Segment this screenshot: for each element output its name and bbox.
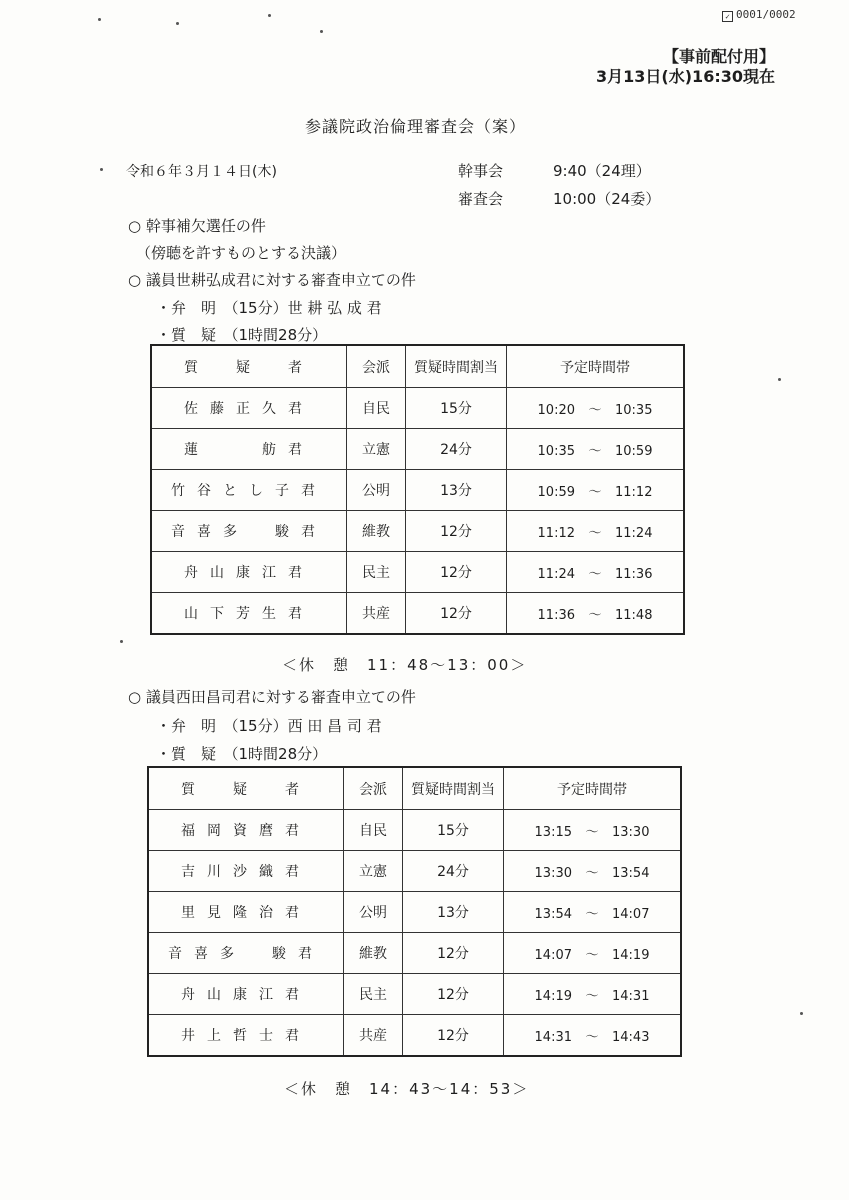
case1-questioning: ・質 疑 （1時間28分） xyxy=(156,326,328,344)
meeting-committee xyxy=(458,188,660,209)
slot-end: 13:30 xyxy=(612,824,650,840)
slot-tilde: ～ xyxy=(588,525,602,541)
slot-end: 11:12 xyxy=(615,484,653,500)
slot-end: 14:31 xyxy=(612,988,650,1004)
time-slot xyxy=(504,810,682,851)
table-row xyxy=(148,974,681,1015)
slot-tilde: ～ xyxy=(588,566,602,582)
slot-tilde: ～ xyxy=(585,824,599,840)
time-slot xyxy=(507,470,685,511)
questioner-name: 里見隆治君 xyxy=(148,892,344,933)
scan-speck xyxy=(268,14,271,17)
time-slot xyxy=(504,851,682,892)
questioner-name: 福岡資麿君 xyxy=(148,810,344,851)
slot-tilde: ～ xyxy=(588,402,602,418)
scan-speck xyxy=(120,640,123,643)
scan-speck xyxy=(176,22,179,25)
party-name: 立憲 xyxy=(344,851,403,892)
questioner-name: 竹谷とし子君 xyxy=(151,470,347,511)
meeting-date: 令和６年３月１４日(木) xyxy=(126,164,277,180)
table-header-row xyxy=(148,767,681,810)
meeting-time: 10:00（24委） xyxy=(553,190,661,208)
header-allocation: 質疑時間割当 xyxy=(406,345,507,388)
meeting-directors xyxy=(458,160,651,181)
as-of-timestamp: 3月13日(水)16:30現在 xyxy=(596,67,775,86)
case1-heading: ○ 議員世耕弘成君に対する審査申立ての件 xyxy=(128,271,416,289)
table-row xyxy=(151,511,684,552)
slot-end: 11:48 xyxy=(615,607,653,623)
header-allocation: 質疑時間割当 xyxy=(403,767,504,810)
table-row xyxy=(151,552,684,593)
header-questioner: 質 疑 者 xyxy=(148,767,344,810)
slot-tilde: ～ xyxy=(585,906,599,922)
party-name: 公明 xyxy=(347,470,406,511)
party-name: 立憲 xyxy=(347,429,406,470)
slot-start: 13:54 xyxy=(534,906,572,922)
table-row xyxy=(151,593,684,635)
party-name: 民主 xyxy=(344,974,403,1015)
party-name: 民主 xyxy=(347,552,406,593)
header-slot: 予定時間帯 xyxy=(507,345,685,388)
slot-tilde: ～ xyxy=(585,988,599,1004)
slot-start: 13:30 xyxy=(534,865,572,881)
document-number-text: 0001/0002 xyxy=(736,8,796,21)
case2-explanation: ・弁 明 （15分）西 田 昌 司 君 xyxy=(156,717,382,735)
slot-start: 10:59 xyxy=(537,484,575,500)
schedule-table-2 xyxy=(147,766,682,1057)
case2-questioning: ・質 疑 （1時間28分） xyxy=(156,745,328,763)
table-row xyxy=(148,892,681,933)
questioner-name: 舟山康江君 xyxy=(148,974,344,1015)
questioner-name: 吉川沙織君 xyxy=(148,851,344,892)
schedule-table-1 xyxy=(150,344,685,635)
slot-end: 11:24 xyxy=(615,525,653,541)
scan-speck xyxy=(800,1012,803,1015)
questioner-name: 佐藤正久君 xyxy=(151,388,347,429)
time-slot xyxy=(507,511,685,552)
scan-speck xyxy=(100,168,103,171)
time-allocation: 12分 xyxy=(403,1015,504,1057)
item-public-decision: （傍聴を許すものとする決議） xyxy=(136,244,347,262)
slot-start: 14:19 xyxy=(534,988,572,1004)
party-name: 維教 xyxy=(347,511,406,552)
slot-start: 11:12 xyxy=(537,525,575,541)
time-allocation: 24分 xyxy=(406,429,507,470)
time-slot xyxy=(507,593,685,635)
slot-end: 14:07 xyxy=(612,906,650,922)
table-row xyxy=(148,1015,681,1057)
recess-2: ＜休 憩 14：43～14：53＞ xyxy=(284,1080,530,1098)
time-allocation: 12分 xyxy=(403,974,504,1015)
questioner-name: 音喜多 駿君 xyxy=(148,933,344,974)
slot-tilde: ～ xyxy=(585,1029,599,1045)
slot-end: 14:19 xyxy=(612,947,650,963)
header-slot: 予定時間帯 xyxy=(504,767,682,810)
slot-start: 11:24 xyxy=(537,566,575,582)
slot-end: 14:43 xyxy=(612,1029,650,1045)
table-row xyxy=(151,388,684,429)
party-name: 維教 xyxy=(344,933,403,974)
meeting-label: 審査会 xyxy=(458,190,504,208)
slot-start: 14:07 xyxy=(534,947,572,963)
slot-start: 11:36 xyxy=(537,607,575,623)
time-slot xyxy=(504,933,682,974)
time-slot xyxy=(507,552,685,593)
slot-tilde: ～ xyxy=(585,947,599,963)
time-slot xyxy=(504,892,682,933)
time-allocation: 15分 xyxy=(406,388,507,429)
party-name: 共産 xyxy=(344,1015,403,1057)
time-slot xyxy=(507,429,685,470)
questioner-name: 井上哲士君 xyxy=(148,1015,344,1057)
case2-heading: ○ 議員西田昌司君に対する審査申立ての件 xyxy=(128,688,416,706)
slot-tilde: ～ xyxy=(588,484,602,500)
slot-tilde: ～ xyxy=(585,865,599,881)
schedule-body-2 xyxy=(148,810,681,1057)
slot-start: 13:15 xyxy=(534,824,572,840)
time-allocation: 13分 xyxy=(403,892,504,933)
case1-explanation: ・弁 明 （15分）世 耕 弘 成 君 xyxy=(156,299,382,317)
party-name: 共産 xyxy=(347,593,406,635)
slot-start: 14:31 xyxy=(534,1029,572,1045)
scan-speck xyxy=(320,30,323,33)
table-row xyxy=(151,470,684,511)
scan-speck xyxy=(98,18,101,21)
time-allocation: 12分 xyxy=(406,593,507,635)
time-allocation: 12分 xyxy=(406,552,507,593)
slot-tilde: ～ xyxy=(588,607,602,623)
header-questioner: 質 疑 者 xyxy=(151,345,347,388)
meeting-time: 9:40（24理） xyxy=(553,162,651,180)
time-slot xyxy=(504,1015,682,1057)
meeting-label: 幹事会 xyxy=(458,162,504,180)
time-allocation: 13分 xyxy=(406,470,507,511)
scan-speck xyxy=(778,378,781,381)
slot-end: 10:59 xyxy=(615,443,653,459)
recess-1: ＜休 憩 11：48～13：00＞ xyxy=(282,656,528,674)
questioner-name: 山下芳生君 xyxy=(151,593,347,635)
slot-start: 10:20 xyxy=(537,402,575,418)
header-party: 会派 xyxy=(344,767,403,810)
table-row xyxy=(148,851,681,892)
table-row xyxy=(148,933,681,974)
slot-end: 13:54 xyxy=(612,865,650,881)
questioner-name: 舟山康江君 xyxy=(151,552,347,593)
time-allocation: 24分 xyxy=(403,851,504,892)
document-number: ✓ 0001/0002 xyxy=(722,8,796,22)
header-party: 会派 xyxy=(347,345,406,388)
time-slot xyxy=(504,974,682,1015)
time-slot xyxy=(507,388,685,429)
distribution-tag: 【事前配付用】 xyxy=(662,47,775,66)
slot-end: 11:36 xyxy=(615,566,653,582)
questioner-name: 音喜多 駿君 xyxy=(151,511,347,552)
slot-start: 10:35 xyxy=(537,443,575,459)
time-allocation: 15分 xyxy=(403,810,504,851)
questioner-name: 蓮 舫君 xyxy=(151,429,347,470)
time-allocation: 12分 xyxy=(406,511,507,552)
slot-end: 10:35 xyxy=(615,402,653,418)
party-name: 自民 xyxy=(347,388,406,429)
slot-tilde: ～ xyxy=(588,443,602,459)
table-header-row xyxy=(151,345,684,388)
item-director-election: ○ 幹事補欠選任の件 xyxy=(128,217,266,235)
party-name: 公明 xyxy=(344,892,403,933)
table-row xyxy=(148,810,681,851)
page-title: 参議院政治倫理審査会（案） xyxy=(305,117,527,136)
schedule-body-1 xyxy=(151,388,684,635)
party-name: 自民 xyxy=(344,810,403,851)
table-row xyxy=(151,429,684,470)
time-allocation: 12分 xyxy=(403,933,504,974)
